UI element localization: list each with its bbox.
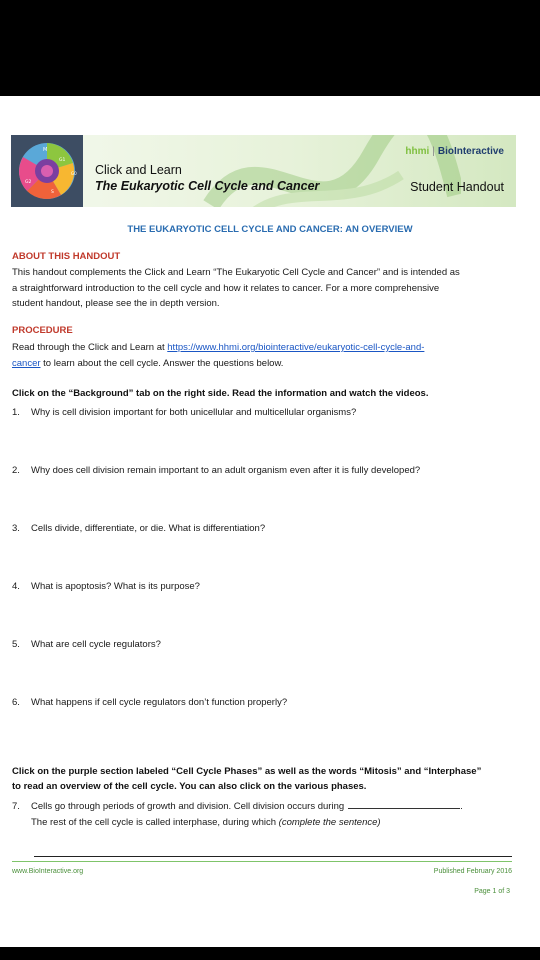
question-item-7 xyxy=(12,799,522,830)
about-paragraph xyxy=(12,265,522,312)
question-text: What are cell cycle regulators? xyxy=(31,639,161,650)
question-number: 5. xyxy=(12,639,20,650)
brand-logo: hhmi | BioInteractive xyxy=(405,146,504,157)
footer-published: Published February 2016 xyxy=(433,868,512,875)
instruction-phases-line: Click on the purple section labeled “Cell Cycle Phases” as well as the words “Mitosis” and “Interphase” xyxy=(12,766,482,777)
question-number: 7. xyxy=(12,801,20,812)
click-learn-title: The Eukaryotic Cell Cycle and Cancer xyxy=(95,179,320,193)
brand-biointeractive: BioInteractive xyxy=(437,146,504,157)
question-7-line1: Cells go through periods of growth and division. Cell division occurs during xyxy=(31,801,345,812)
question-number: 2. xyxy=(12,465,20,476)
question-7-line2: The rest of the cell cycle is called interphase, during which xyxy=(31,816,279,828)
question-text: Cells divide, differentiate, or die. What is differentiation? xyxy=(31,523,266,534)
about-line: student handout, please see the in depth version. xyxy=(12,298,220,309)
question-number: 6. xyxy=(12,697,20,708)
question-text: What is apoptosis? What is its purpose? xyxy=(31,581,200,592)
question-item xyxy=(12,523,522,534)
instruction-background: Click on the “Background” tab on the right side. Read the information and watch the videos. xyxy=(12,388,429,399)
footer-divider xyxy=(12,861,512,862)
question-text: What happens if cell cycle regulators don’t function properly? xyxy=(31,697,288,708)
answer-line[interactable] xyxy=(34,856,512,857)
bottom-black-bar xyxy=(0,947,540,960)
instruction-phases xyxy=(12,764,524,794)
top-black-bar xyxy=(0,0,540,96)
handout-type: Student Handout xyxy=(410,180,504,194)
procedure-link[interactable]: https://www.hhmi.org/biointeractive/eukaryotic-cell-cycle-and- xyxy=(167,342,425,353)
question-text: Why does cell division remain important to an adult organism even after it is fully developed? xyxy=(31,465,421,476)
procedure-paragraph xyxy=(12,340,522,371)
about-line: This handout complements the Click and Learn “The Eukaryotic Cell Cycle and Cancer” and is intended as xyxy=(12,267,460,278)
question-item xyxy=(12,581,522,592)
click-learn-label: Click and Learn xyxy=(95,163,182,177)
question-item xyxy=(12,407,522,418)
procedure-suffix: to learn about the cell cycle. Answer the questions below. xyxy=(40,357,284,369)
brand-hhmi: hhmi xyxy=(405,146,430,157)
procedure-prefix: Read through the Click and Learn at xyxy=(12,342,168,353)
document-title: THE EUKARYOTIC CELL CYCLE AND CANCER: AN OVERVIEW xyxy=(127,224,413,235)
question-7-hint: (complete the sentence) xyxy=(278,816,381,828)
question-number: 3. xyxy=(12,523,20,534)
logo-label-g1: G1 xyxy=(59,158,66,163)
question-number: 1. xyxy=(12,407,20,418)
about-heading: ABOUT THIS HANDOUT xyxy=(12,251,121,262)
logo-label-m: M xyxy=(43,147,48,153)
question-text: Why is cell division important for both unicellular and multicellular organisms? xyxy=(31,407,357,418)
question-item xyxy=(12,465,522,476)
logo-label-g2: G2 xyxy=(25,180,32,185)
question-7-period: . xyxy=(460,801,463,812)
procedure-heading: PROCEDURE xyxy=(12,325,73,336)
about-line: a straightforward introduction to the cell cycle and how it relates to cancer. For a more comprehensive xyxy=(12,282,440,294)
header-banner xyxy=(11,135,516,207)
question-number: 4. xyxy=(12,581,20,592)
question-item xyxy=(12,639,522,650)
cell-cycle-logo xyxy=(11,135,83,207)
question-item xyxy=(12,697,522,708)
logo-label-g0: G0 xyxy=(71,171,77,176)
procedure-link-cont[interactable]: cancer xyxy=(12,357,41,369)
logo-label-s: S xyxy=(51,190,54,195)
answer-blank[interactable] xyxy=(348,799,460,809)
instruction-phases-line: to read an overview of the cell cycle. You can also click on the various phases. xyxy=(12,781,367,792)
footer-website[interactable]: www.BioInteractive.org xyxy=(12,868,84,875)
footer-page-number: Page 1 of 3 xyxy=(474,888,510,895)
